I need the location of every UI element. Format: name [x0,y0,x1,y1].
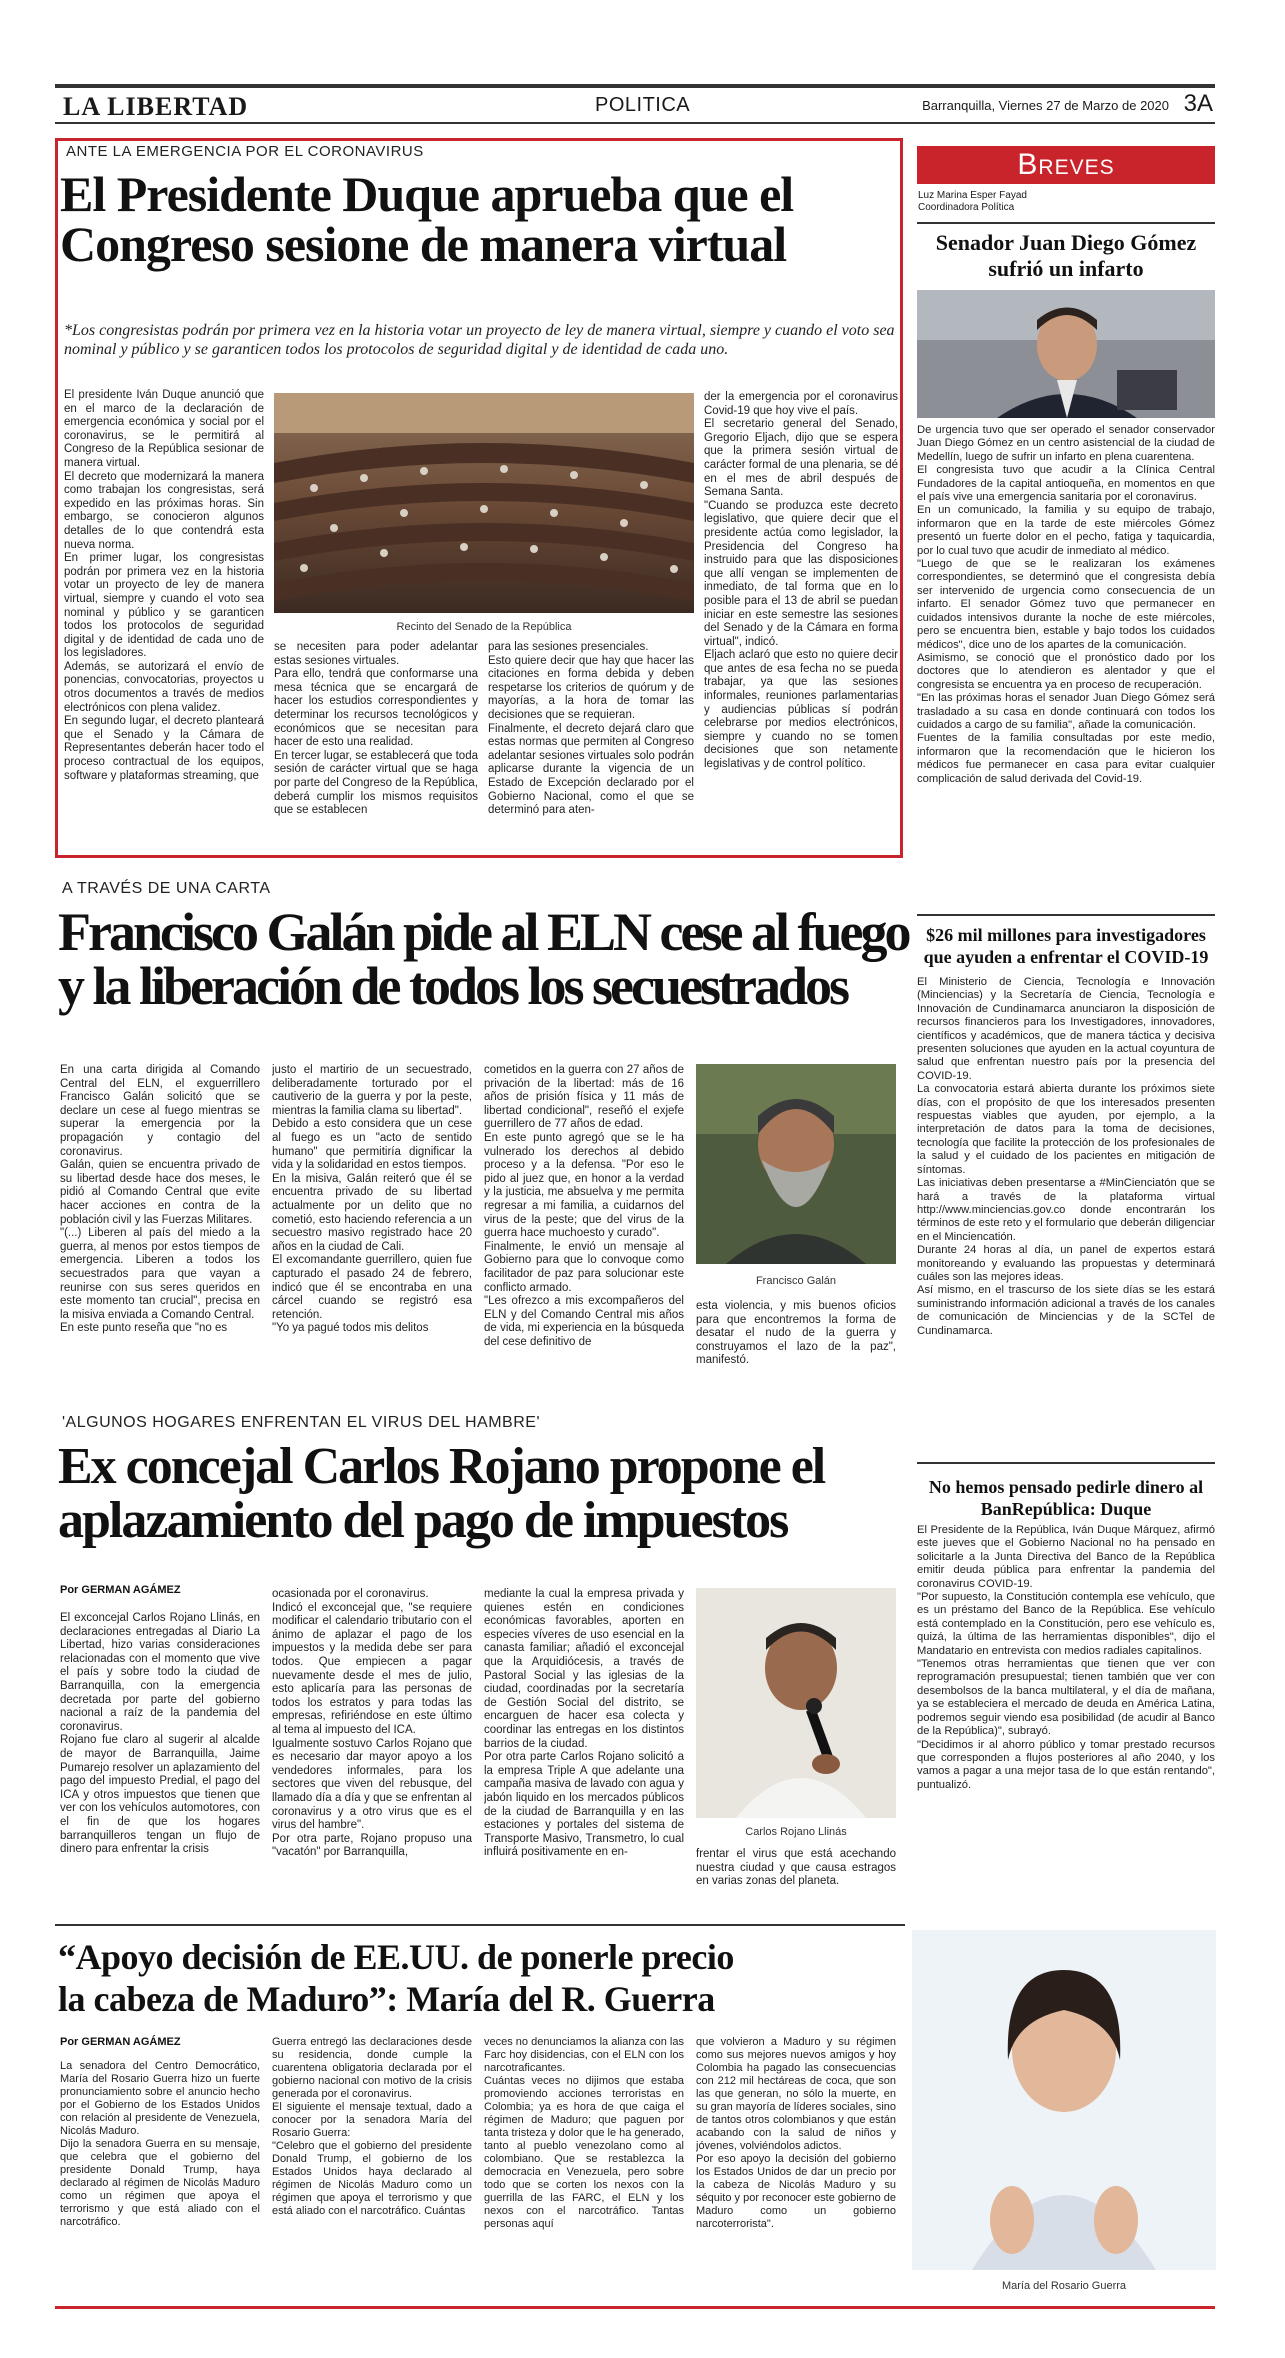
story3-col4: frentar el virus que está acechando nuestra ciudad y que causa estragos en varias zonas del planeta. [696,1848,896,1888]
breves-divider-3 [917,1462,1215,1464]
juan-diego-gomez-photo [917,290,1215,418]
story1-headline [60,166,900,272]
story1-deck: *Los congresistas podrán por primera vez en la historia votar un proyecto de ley de manera virtual, siempre y cuando el voto sea nominal y público y se garanticen todos los protocolos de seguridad digital y de identidad de cada uno. [64,322,895,358]
story4-col1: La senadora del Centro Democrático, María del Rosario Guerra hizo un fuerte pronunciamiento sobre el anuncio hecho por el Gobierno de los Estados Unidos con relación al presidente de Venezuela, Nicolás Maduro. Dijo la senadora Guerra en su mensaje, que celebra que el gobierno del presidente Donald Trump, haya declarado al régimen de Nicolás Maduro como un régimen que apoya el terrorismo y que está aliado con el narcotráfico. [60,2060,260,2228]
breves-divider-2 [917,914,1215,916]
story1-col3: para las sesiones presenciales. Esto quiere decir que hay que hacer las citaciones en forma debida y deben respetarse los criterios de quórum y de mayorías, a la hora de tomar las decisiones que se requieran. Finalmente, el decreto dejará claro que estas normas que permiten al Congreso adelantar sesiones virtuales solo podrán aplicarse durante la vigencia de un Estado de Excepción declarado por el Gobierno Nacional, como el que se determinó para aten- [488,641,694,817]
story2-col1: En una carta dirigida al Comando Central del ELN, el exguerrillero Francisco Galán solicitó que se declare un cese al fuego mientras se superar la emergencia por la propagación y contagio del coronavirus. Galán, quien se encuentra privado de su libertad desde hace dos meses, le pidió al Comando Central que evite hacer acciones en contra de la población civil y las Fuerzas Militares. "(...) Liberen al país del miedo a la guerra, al menos por estos tiempos de emergencia. Liberen a todos los secuestrados para que vayan a reunirse con sus seres queridos en este momento tan crucial", precisa en la misiva enviada a Comando Central. En este punto reseña que "no es [60,1064,260,1335]
story4-headline-line2: la cabeza de Maduro”: María del R. Guerra [58,1979,715,2019]
story4-headline [58,1936,908,2020]
story1-photo-caption: Recinto del Senado de la República [396,621,572,633]
page-bottom-rule [55,2306,1215,2309]
story1-col1: El presidente Iván Duque anunció que en el marco de la declaración de emergencia económica y social por el coronavirus, se le permitirá al Congreso de la República sesionar de manera virtual. El decreto que modernizará la manera como trabajan los congresistas, será expedido en las próximas horas. Sin embargo, se conocieron algunos detalles de lo que contendrá esta nueva norma. En primer lugar, los congresistas podrán por primera vez en la historia votar un proyecto de ley de manera virtual, siempre y cuando el voto sea nominal y público y se garanticen todos los protocolos de seguridad digital y de identidad de cada uno de los legisladores. Además, se autorizará el envío de ponencias, convocatorias, proyectos u otros documentos a través de medios electrónicos con plena validez. En segundo lugar, el decreto planteará que el Senado y la Cámara de Representantes deberán hacer todo el proceso contractual de los equipos, software y plataformas streaming, que [64,389,264,782]
story4-byline: Por GERMAN AGÁMEZ [60,2036,181,2048]
carlos-rojano-photo [696,1588,896,1818]
story3-byline: Por GERMAN AGÁMEZ [60,1584,181,1596]
breves-item1-text: De urgencia tuvo que ser operado el senador conservador Juan Diego Gómez en un centro asistencial de la ciudad de Medellín, luego de sufrir un infarto en plena cuarentena. El congresista tuvo que acudir a la Clínica Central Fundadores de la capital antioqueña, en momentos en que el país vive una emergencia sanitaria por el coronavirus. En un comunicado, la familia y su equipo de trabajo, informaron que en la tarde de este miércoles Gómez presentó un fuerte dolor en el pecho, fatiga y taquicardia, por lo cual tuvo que acudir de inmediato al médico. "Luego de que se le realizaran los exámenes correspondientes, se determinó que el congresista debía ser intervenido de urgencia como consecuencia de un infarto. El senador Gómez tuvo que permanecer en cuidados intensivos durante la noche de este miércoles, pero se encuentra bien, estable y bajo todos los cuidados médicos", dice uno de los apartes de la comunicación. Asimismo, se conoció que el pronóstico dado por los doctores que lo atendieron es alentador y que el congresista se encuentra ya en proceso de recuperación. "En las próximas horas el senador Juan Diego Gómez será trasladado a su casa en donde continuará con todos los cuidados a cargo de su familia", añade la comunicación. Fuentes de la familia consultadas por este medio, informaron que la recomendación que le hicieron los médicos fue permanecer en casa para evitar cualquier complicación de salud derivada del Covid-19. [917,424,1215,785]
breves-item3-headline: No hemos pensado pedirle dinero al BanRepública: Duque [928,1477,1204,1519]
story1-col2: se necesiten para poder adelantar estas sesiones virtuales. Para ello, tendrá que conformarse una mesa técnica que se encargará de hacer los estudios correspondientes y determinar los recursos tecnológicos y económicos que se necesitan para hacer de esto una realidad. En tercer lugar, se establecerá que toda sesión de carácter virtual que se haga por parte del Congreso de la República, deberá cumplir los mismos requisitos que se establecen [274,641,478,817]
story3-col1: El exconcejal Carlos Rojano Llinás, en declaraciones entregadas al Diario La Libertad, hizo varias consideraciones relacionadas con el momento que vive el país y sobre todo la ciudad de Barranquilla, con la emergencia decretada por parte del gobierno nacional a raíz de la pandemia del coronavirus. Rojano fue claro al sugerir al alcalde de mayor de Barranquilla, Jaime Pumarejo resolver un aplazamiento del pago del impuesto Predial, el pago del ICA y otros impuestos que tienen que ver con los vehículos automotores, con el fin de que los hogares barranquilleros tengan un flujo de dinero para enfrentar la crisis [60,1612,260,1856]
story3-headline [58,1440,908,1548]
story3-kicker: 'ALGUNOS HOGARES ENFRENTAN EL VIRUS DEL HAMBRE' [62,1414,540,1431]
story4-col3: veces no denunciamos la alianza con las Farc hoy disidencias, con el ELN con los narcotraficantes. Cuántas veces no dijimos que estaba promoviendo acciones terroristas en Colombia; ya es hora de que caiga el régimen de Maduro; que paguen por tanta tristeza y dolor que le ha generado, tanto al pueblo venezolano como al colombiano. Que se restablezca la democracia en Venezuela, pero sobre todo que se corten los nexos con la guerrilla de las FARC, el ELN y los nexos con el narcotráfico. Tantas personas aquí [484,2036,684,2230]
story1-col4: der la emergencia por el coronavirus Covid-19 que hoy vive el país. El secretario general del Senado, Gregorio Eljach, dijo que se espera que la primera sesión virtual de carácter formal de una plenaria, se dé en el mes de abril después de Semana Santa. "Cuando se produzca este decreto legislativo, que quiere decir que el presidente actúa como legislador, la Presidencia del Congreso ha instruido para que las disposiciones que allí vengan se implementen de inmediato, de tal forma que en lo posible para el 13 de abril se puedan iniciar en este semestre las sesiones del Senado y de la Cámara en forma virtual", indicó. Eljach aclaró que esto no quiere decir que antes de esa fecha no se pueda trabajar, ya que las sesiones informales, reuniones parlamentarias y audiencias públicas sí podrán celebrarse por medios electrónicos, siempre y cuando no se tomen decisiones que son netamente legislativas y de control político. [704,391,898,771]
masthead [55,90,1215,120]
story4-headline-line1: “Apoyo decisión de EE.UU. de ponerle precio [58,1937,734,1977]
story3-col2: ocasionada por el coronavirus. Indicó el exconcejal que, "se requiere modificar el calendario tributario con el ánimo de aplazar el pago de los impuestos y la medida debe ser para todos. Que empiecen a pagar nuevamente desde el mes de julio, esto aplicaría para las personas de todos los estratos y para todas las empresas, refiriéndose en este último al tema al impuesto del ICA. Igualmente sostuvo Carlos Rojano que es necesario dar mayor apoyo a los vendedores informales, para los sectores que viven del rebusque, del llamado día a día y que se enfrentan al coronavirus y a otro virus que es el virus del hambre". Por otra parte, Rojano propuso una "vacatón" por Barranquilla, [272,1588,472,1859]
senate-chamber-photo [274,393,694,613]
story4-photo-caption: María del Rosario Guerra [1001,2280,1127,2292]
breves-item2-headline: $26 mil millones para investigadores que ayuden a enfrentar el COVID-19 [923,925,1209,967]
story2-headline-line2: y la liberación de todos los secuestrados [58,956,847,1016]
breves-item1-headline: Senador Juan Diego Gómez sufrió un infarto [935,230,1197,281]
newspaper-name: LA LIBERTAD [63,92,249,121]
story1-headline-line2: Congreso sesione de manera virtual [60,216,787,272]
issue-date: Barranquilla, Viernes 27 de Marzo de 2020 [922,98,1169,113]
breves-editor-name: Luz Marina Esper Fayad [918,190,1027,201]
story2-headline [58,902,909,1016]
story3-headline-line2: aplazamiento del pago de impuestos [58,1492,788,1549]
story2-photo-caption: Francisco Galán [755,1275,837,1287]
story2-col2: justo el martirio de un secuestrado, deliberadamente torturado por el cautiverio de la guerra y por la peste, mientras la familia clama su libertad". Debido a esto considera que un cese al fuego es un "acto de sentido humano" que permitiría dignificar la vida y la solidaridad en estos tiempos. En la misiva, Galán reiteró que él se encuentra privado de su libertad actualmente por un delito que no cometió, esto haciendo referencia a un secuestro masivo registrado hace 20 años en la ciudad de Cali. El excomandante guerrillero, quien fue capturado el pasado 24 de febrero, indicó que él se encontraba en una cárcel cuando se registró esa retención. "Yo ya pagué todos mis delitos [272,1064,472,1335]
breves-divider-1 [917,222,1215,224]
breves-item3-text: El Presidente de la República, Iván Duque Márquez, afirmó este jueves que el Gobierno Nacional no ha pensado en solicitarle a la Junta Directiva del Banco de la República emitir deuda pública para enfrentar la pandemia del coronavirus COVID-19. "Por supuesto, la Constitución contempla ese vehículo, que es un préstamo del Banco de la República. Ese vehículo está contemplado en la Constitución, pero ese vehículo es, quizá, la última de las herramientas disponibles", dijo el Mandatario en entrevista con medios radiales capitalinos. "Tenemos otras herramientas que tienen que ver con reprogramación presupuestal; tienen también que ver con desembolsos de la banca multilateral, y el día de mañana, ya se estableciera el mercado de deuda en América Latina, podremos seguir viendo esa posibilidad (de acudir al Banco de la República)", subrayó. "Decidimos ir al ahorro público y tomar prestado recursos que corresponden a flujos posteriores al año 2040, y los vamos a pagar a una mejor tasa de lo que están rentando", puntualizó. [917,1524,1215,1791]
story2-col3: cometidos en la guerra con 27 años de privación de la libertad: más de 16 años de prisión física y 11 más de libertad condicional", reseñó el exjefe guerrillero de 77 años de edad. En este punto agregó que se le ha vulnerado los derechos al debido proceso y a la defensa. "Por eso le pido al juez que, en honor a la verdad y la justicia, me absuelva y me permita regresar a mi familia, a cuidarnos del virus de la peste; que del virus de la guerra hace muchoesto y curado". Finalmente, le envió un mensaje al Gobierno para que lo convoque como facilitador de paz para solucionar este conflicto armado. "Les ofrezco a mis excompañeros del ELN y del Comando Central mis años de vida, mi experiencia en la búsqueda del cese definitivo de [484,1064,684,1348]
story1-headline-line1: El Presidente Duque aprueba que el [60,166,794,222]
story2-kicker: A TRAVÉS DE UNA CARTA [62,880,271,897]
breves-header [917,146,1215,184]
story1-kicker: ANTE LA EMERGENCIA POR EL CORONAVIRUS [66,143,424,160]
breves-editor-role: Coordinadora Política [918,202,1015,213]
story3-photo-caption: Carlos Rojano Llinás [745,1826,847,1838]
section-name: POLITICA [595,94,691,116]
breves-title: Breves [917,146,1215,184]
story2-headline-line1: Francisco Galán pide al ELN cese al fuego [58,902,909,962]
story2-col4: esta violencia, y mis buenos oficios para que encontremos la forma de desatar el nudo de la guerra y construyamos el lazo de la paz", manifestó. [696,1300,896,1367]
story3-col3: mediante la cual la empresa privada y quienes estén en condiciones económicas favorables, aporten en especies víveres de uso esencial en la canasta familiar; añadió el exconcejal que la Arquidiócesis, a través de Pastoral Social y las iglesias de la ciudad, coordinadas por la secretaría de Gestión Social del distrito, se encarguen de hacer esa colecta y coordinar las entregas en los distintos barrios de la ciudad. Por otra parte Carlos Rojano solicitó a la empresa Triple A que adelante una campaña masiva de lavado con agua y jabón liquido en los mercados públicos de la ciudad de Barranquilla y en las estaciones y portales del sistema de Transporte Masivo, Transmetro, lo cual influirá positivamente en en- [484,1588,684,1859]
story3-bottom-rule [55,1924,905,1926]
francisco-galan-photo [696,1064,896,1264]
maria-del-rosario-guerra-photo [912,1930,1216,2270]
lead-story-box [55,138,903,858]
story4-col4: que volvieron a Maduro y su régimen como sus mejores nuevos amigos y hoy Colombia ha pagado las consecuencias con 212 mil hectáreas de coca, que son las que generan, no sólo la muerte, en su gran mayoría de líderes sociales, sino de tantos otros colombianos y que están acabando con la salud de niños y jóvenes, volviéndolos adictos. Por eso apoyo la decisión del gobierno los Estados Unidos de dar un precio por la cabeza de Nicolás Maduro y su séquito y por reconocer este gobierno de Maduro como un gobierno narcoterrorista". [696,2036,896,2230]
masthead-top-rule [55,84,1215,88]
page-number: 3A [1183,90,1213,117]
masthead-bottom-rule [55,122,1215,124]
story3-headline-line1: Ex concejal Carlos Rojano propone el [58,1438,825,1495]
breves-item2-text: El Ministerio de Ciencia, Tecnología e Innovación (Minciencias) y la Secretaría de Ciencia, Tecnología e Innovación de Cundinamarca anunciaron la disposición de recursos financieros para los Investigadores, innovadores, científicos y académicos, que de manera táctica y decisiva presenten soluciones que ayuden en la actual coyuntura de salud que enfrentan nuestro país por la presencia del COVID-19. La convocatoria estará abierta durante los próximos siete días, con el propósito de que los interesados presenten respuestas viables que ayuden, por ejemplo, a la interpretación de datos para la toma de decisiones, tecnología que facilite la protección de los profesionales de la salud y el cuidado de los pacientes en mitigación de síntomas. Las iniciativas deben presentarse a #MinCienciatón que se hará a través de la plataforma virtual http://www.minciencias.gov.co donde encontrarán los términos de este reto y el formulario que deberán diligenciar en el Minciencatión. Durante 24 horas al día, un panel de expertos estará monitoreando y evaluando las propuestas y determinará cuáles son las mejores ideas. Así mismo, en el trascurso de los siete días se les estará suministrando información adicional a través de los canales de comunicación de Minciencias y de la SCTel de Cundinamarca. [917,976,1215,1337]
breves-editor [918,190,1027,214]
story4-col2: Guerra entregó las declaraciones desde su residencia, donde cumple la cuarentena obligatoria declarada por el gobierno nacional con motivo de la crisis generada por el coronavirus. El siguiente el mensaje textual, dado a conocer por la senadora María del Rosario Guerra: "Celebro que el gobierno del presidente Donald Trump, el gobierno de los Estados Unidos haya declarado al régimen de Nicolás Maduro como un régimen que apoya el terrorismo y que está aliado con el narcotráfico. Cuántas [272,2036,472,2217]
